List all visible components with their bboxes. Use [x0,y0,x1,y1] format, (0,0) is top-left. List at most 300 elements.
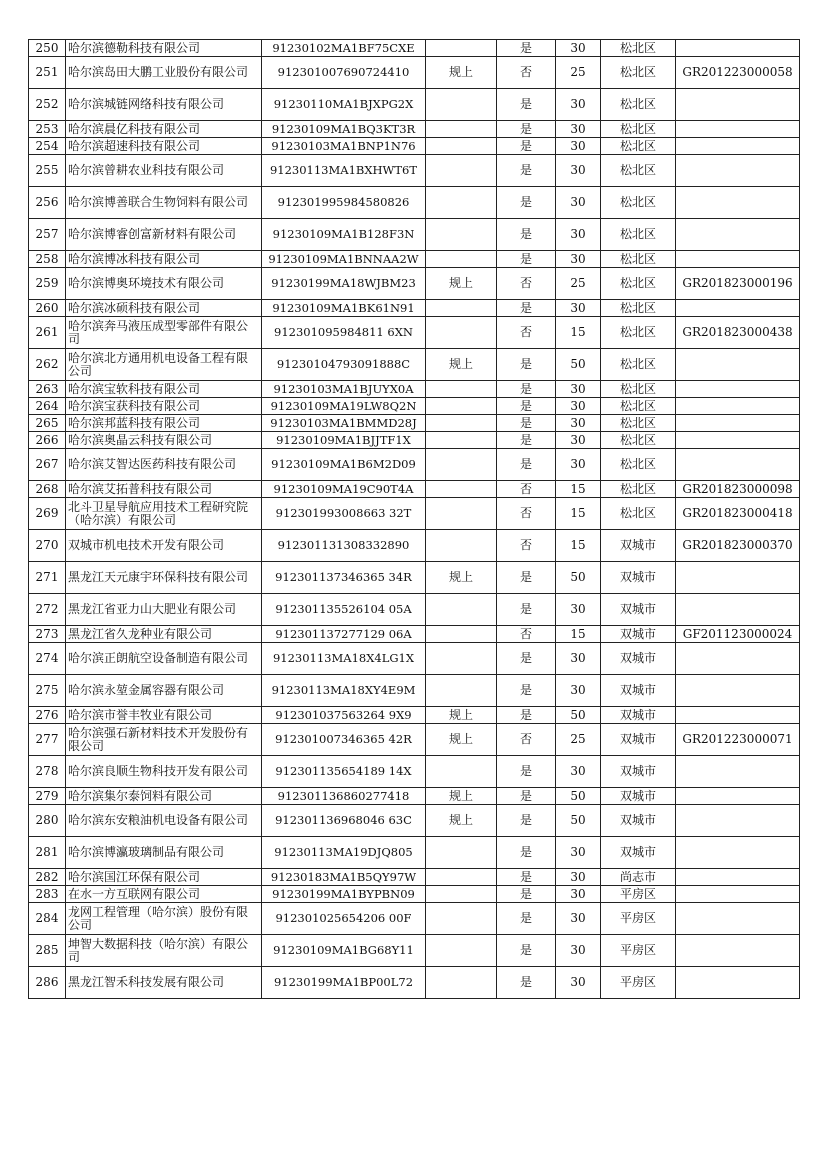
company-name: 哈尔滨德勒科技有限公司 [66,40,262,57]
credit-code: 91230199MA18WJBM23 [262,268,426,300]
table-row [29,886,800,903]
district: 双城市 [601,707,676,724]
company-name: 哈尔滨博奥环境技术有限公司 [66,268,262,300]
district: 平房区 [601,886,676,903]
rate-value: 30 [556,869,601,886]
district: 松北区 [601,415,676,432]
eligibility-flag: 是 [497,251,556,268]
eligibility-flag: 是 [497,675,556,707]
credit-code: 91230113MA18X4LG1X [262,643,426,675]
scale-tag: 规上 [426,562,497,594]
scale-tag [426,481,497,498]
company-name: 哈尔滨东安粮油机电设备有限公司 [66,805,262,837]
row-number: 259 [29,268,66,300]
eligibility-flag: 是 [497,935,556,967]
credit-code: 91230103MA1BJUYX0A [262,381,426,398]
district: 松北区 [601,432,676,449]
table-row [29,89,800,121]
scale-tag [426,398,497,415]
company-name: 哈尔滨城链网络科技有限公司 [66,89,262,121]
eligibility-flag: 是 [497,381,556,398]
eligibility-flag: 是 [497,449,556,481]
rate-value: 30 [556,432,601,449]
rate-value: 15 [556,498,601,530]
table-row [29,530,800,562]
row-number: 250 [29,40,66,57]
scale-tag [426,643,497,675]
eligibility-flag: 否 [497,481,556,498]
certificate-number [676,643,800,675]
company-name: 哈尔滨艾智达医药科技有限公司 [66,449,262,481]
rate-value: 30 [556,675,601,707]
rate-value: 30 [556,121,601,138]
district: 松北区 [601,219,676,251]
row-number: 253 [29,121,66,138]
company-name: 哈尔滨国江环保有限公司 [66,869,262,886]
scale-tag [426,449,497,481]
certificate-number [676,40,800,57]
scale-tag: 规上 [426,268,497,300]
company-name: 哈尔滨市誉丰牧业有限公司 [66,707,262,724]
district: 双城市 [601,594,676,626]
company-name: 哈尔滨艾拓普科技有限公司 [66,481,262,498]
credit-code: 912301037563264 9X9 [262,707,426,724]
rate-value: 30 [556,40,601,57]
table-row [29,155,800,187]
certificate-number [676,788,800,805]
table-row [29,903,800,935]
rate-value: 50 [556,562,601,594]
company-name: 哈尔滨宝软科技有限公司 [66,381,262,398]
certificate-number: GR201823000370 [676,530,800,562]
table-row [29,349,800,381]
company-name: 北斗卫星导航应用技术工程研究院（哈尔滨）有限公司 [66,498,262,530]
district: 松北区 [601,300,676,317]
company-name: 哈尔滨博瀛玻璃制品有限公司 [66,837,262,869]
credit-code: 912301007346365 42R [262,724,426,756]
credit-code: 91230113MA1BXHWT6T [262,155,426,187]
scale-tag [426,251,497,268]
district: 松北区 [601,57,676,89]
eligibility-flag: 是 [497,594,556,626]
scale-tag: 规上 [426,349,497,381]
table-row [29,724,800,756]
table-row [29,219,800,251]
table-row [29,967,800,999]
eligibility-flag: 是 [497,415,556,432]
rate-value: 30 [556,381,601,398]
district: 松北区 [601,481,676,498]
company-name: 哈尔滨强石新材料技术开发股份有限公司 [66,724,262,756]
table-row [29,481,800,498]
scale-tag [426,317,497,349]
company-name: 哈尔滨永堃金属容器有限公司 [66,675,262,707]
table-row [29,675,800,707]
credit-code: 91230199MA1BP00L72 [262,967,426,999]
row-number: 265 [29,415,66,432]
row-number: 285 [29,935,66,967]
company-name: 黑龙江天元康宇环保科技有限公司 [66,562,262,594]
row-number: 283 [29,886,66,903]
row-number: 252 [29,89,66,121]
company-name: 在水一方互联网有限公司 [66,886,262,903]
district: 双城市 [601,562,676,594]
company-name: 坤智大数据科技（哈尔滨）有限公司 [66,935,262,967]
credit-code: 91230109MA1BJJTF1X [262,432,426,449]
rate-value: 30 [556,219,601,251]
table-row [29,805,800,837]
certificate-number: GR201223000058 [676,57,800,89]
scale-tag [426,381,497,398]
district: 双城市 [601,530,676,562]
table-row [29,187,800,219]
rate-value: 30 [556,449,601,481]
credit-code: 912301137346365 34R [262,562,426,594]
table-row [29,57,800,89]
eligibility-flag: 是 [497,89,556,121]
certificate-number [676,398,800,415]
rate-value: 30 [556,886,601,903]
district: 双城市 [601,626,676,643]
credit-code: 91230103MA1BMMD28J [262,415,426,432]
credit-code: 912301095984811 6XN [262,317,426,349]
eligibility-flag: 是 [497,837,556,869]
company-name: 黑龙江省久龙种业有限公司 [66,626,262,643]
table-row [29,300,800,317]
rate-value: 30 [556,89,601,121]
credit-code: 91230109MA19LW8Q2N [262,398,426,415]
rate-value: 30 [556,300,601,317]
district: 松北区 [601,498,676,530]
row-number: 251 [29,57,66,89]
eligibility-flag: 是 [497,805,556,837]
table-row [29,562,800,594]
row-number: 270 [29,530,66,562]
row-number: 282 [29,869,66,886]
credit-code: 91230183MA1B5QY97W [262,869,426,886]
district: 平房区 [601,903,676,935]
certificate-number [676,121,800,138]
district: 松北区 [601,381,676,398]
certificate-number [676,707,800,724]
table-row [29,756,800,788]
credit-code: 91230102MA1BF75CXE [262,40,426,57]
row-number: 268 [29,481,66,498]
district: 松北区 [601,138,676,155]
row-number: 264 [29,398,66,415]
certificate-number: GR201823000196 [676,268,800,300]
table-row [29,594,800,626]
rate-value: 30 [556,398,601,415]
rate-value: 30 [556,935,601,967]
document-page [28,39,799,999]
scale-tag [426,432,497,449]
row-number: 267 [29,449,66,481]
rate-value: 30 [556,967,601,999]
credit-code: 912301137277129 06A [262,626,426,643]
eligibility-flag: 是 [497,398,556,415]
rate-value: 25 [556,724,601,756]
certificate-number [676,886,800,903]
credit-code: 91230109MA1BNNAA2W [262,251,426,268]
scale-tag [426,903,497,935]
district: 松北区 [601,317,676,349]
rate-value: 25 [556,268,601,300]
rate-value: 25 [556,57,601,89]
row-number: 261 [29,317,66,349]
rate-value: 50 [556,349,601,381]
scale-tag [426,675,497,707]
certificate-number: GR201823000418 [676,498,800,530]
eligibility-flag: 否 [497,317,556,349]
district: 双城市 [601,788,676,805]
table-row [29,138,800,155]
rate-value: 30 [556,155,601,187]
certificate-number [676,756,800,788]
row-number: 276 [29,707,66,724]
credit-code: 91230113MA19DJQ805 [262,837,426,869]
row-number: 271 [29,562,66,594]
eligibility-flag: 是 [497,155,556,187]
rate-value: 50 [556,707,601,724]
company-name: 哈尔滨曾耕农业科技有限公司 [66,155,262,187]
certificate-number [676,138,800,155]
credit-code: 912301135526104 05A [262,594,426,626]
eligibility-flag: 是 [497,562,556,594]
scale-tag [426,530,497,562]
company-name: 哈尔滨奔马液压成型零部件有限公司 [66,317,262,349]
district: 松北区 [601,449,676,481]
eligibility-flag: 是 [497,432,556,449]
eligibility-flag: 否 [497,498,556,530]
rate-value: 15 [556,317,601,349]
district: 双城市 [601,643,676,675]
certificate-number [676,869,800,886]
credit-code: 912301135654189 14X [262,756,426,788]
company-name: 哈尔滨奥晶云科技有限公司 [66,432,262,449]
credit-code: 912301136968046 63C [262,805,426,837]
certificate-number [676,449,800,481]
company-name: 哈尔滨良顺生物科技开发有限公司 [66,756,262,788]
company-name: 哈尔滨超速科技有限公司 [66,138,262,155]
row-number: 280 [29,805,66,837]
row-number: 260 [29,300,66,317]
company-name: 哈尔滨集尔泰饲料有限公司 [66,788,262,805]
rate-value: 30 [556,756,601,788]
district: 平房区 [601,935,676,967]
rate-value: 15 [556,481,601,498]
row-number: 273 [29,626,66,643]
scale-tag [426,40,497,57]
district: 松北区 [601,268,676,300]
table-row [29,398,800,415]
district: 松北区 [601,398,676,415]
table-body [29,40,800,999]
certificate-number: GR201823000438 [676,317,800,349]
company-name: 哈尔滨正朗航空设备制造有限公司 [66,643,262,675]
rate-value: 50 [556,805,601,837]
row-number: 277 [29,724,66,756]
row-number: 257 [29,219,66,251]
certificate-number [676,562,800,594]
enterprise-table [28,39,800,999]
certificate-number [676,805,800,837]
rate-value: 30 [556,837,601,869]
scale-tag: 规上 [426,788,497,805]
eligibility-flag: 否 [497,57,556,89]
eligibility-flag: 是 [497,903,556,935]
scale-tag: 规上 [426,724,497,756]
eligibility-flag: 是 [497,756,556,788]
scale-tag [426,89,497,121]
company-name: 黑龙江智禾科技发展有限公司 [66,967,262,999]
table-row [29,381,800,398]
company-name: 哈尔滨博冰科技有限公司 [66,251,262,268]
eligibility-flag: 是 [497,187,556,219]
district: 双城市 [601,805,676,837]
district: 松北区 [601,349,676,381]
credit-code: 91230109MA1BG68Y11 [262,935,426,967]
district: 尚志市 [601,869,676,886]
scale-tag [426,187,497,219]
certificate-number [676,300,800,317]
rate-value: 50 [556,788,601,805]
certificate-number [676,187,800,219]
scale-tag [426,498,497,530]
district: 松北区 [601,89,676,121]
certificate-number [676,251,800,268]
credit-code: 91230104793091888C [262,349,426,381]
company-name: 龙网工程管理（哈尔滨）股份有限公司 [66,903,262,935]
certificate-number: GR201823000098 [676,481,800,498]
table-row [29,432,800,449]
scale-tag [426,837,497,869]
certificate-number [676,219,800,251]
table-row [29,268,800,300]
row-number: 275 [29,675,66,707]
certificate-number: GR201223000071 [676,724,800,756]
certificate-number [676,381,800,398]
scale-tag [426,219,497,251]
certificate-number [676,349,800,381]
table-row [29,251,800,268]
eligibility-flag: 是 [497,219,556,251]
row-number: 284 [29,903,66,935]
eligibility-flag: 否 [497,724,556,756]
rate-value: 15 [556,530,601,562]
row-number: 255 [29,155,66,187]
eligibility-flag: 是 [497,300,556,317]
rate-value: 30 [556,643,601,675]
credit-code: 91230109MA1BQ3KT3R [262,121,426,138]
rate-value: 30 [556,138,601,155]
scale-tag: 规上 [426,805,497,837]
table-row [29,643,800,675]
eligibility-flag: 是 [497,121,556,138]
table-row [29,788,800,805]
company-name: 哈尔滨博善联合生物饲料有限公司 [66,187,262,219]
company-name: 哈尔滨博睿创富新材料有限公司 [66,219,262,251]
row-number: 279 [29,788,66,805]
district: 松北区 [601,121,676,138]
scale-tag [426,415,497,432]
table-row [29,498,800,530]
certificate-number [676,967,800,999]
scale-tag [426,300,497,317]
credit-code: 912301131308332890 [262,530,426,562]
credit-code: 91230113MA18XY4E9M [262,675,426,707]
table-row [29,449,800,481]
row-number: 281 [29,837,66,869]
row-number: 286 [29,967,66,999]
company-name: 哈尔滨北方通用机电设备工程有限公司 [66,349,262,381]
table-row [29,837,800,869]
credit-code: 91230109MA1BK61N91 [262,300,426,317]
credit-code: 91230199MA1BYPBN09 [262,886,426,903]
table-row [29,121,800,138]
district: 松北区 [601,155,676,187]
scale-tag: 规上 [426,57,497,89]
district: 松北区 [601,40,676,57]
table-row [29,707,800,724]
district: 平房区 [601,967,676,999]
table-row [29,40,800,57]
certificate-number [676,415,800,432]
rate-value: 30 [556,187,601,219]
credit-code: 912301007690724410 [262,57,426,89]
certificate-number [676,837,800,869]
scale-tag [426,935,497,967]
scale-tag [426,756,497,788]
eligibility-flag: 是 [497,349,556,381]
district: 松北区 [601,251,676,268]
credit-code: 912301136860277418 [262,788,426,805]
certificate-number [676,89,800,121]
rate-value: 30 [556,903,601,935]
table-row [29,869,800,886]
table-row [29,317,800,349]
company-name: 双城市机电技术开发有限公司 [66,530,262,562]
eligibility-flag: 是 [497,869,556,886]
scale-tag [426,626,497,643]
eligibility-flag: 是 [497,40,556,57]
company-name: 哈尔滨晨亿科技有限公司 [66,121,262,138]
table-row [29,626,800,643]
certificate-number [676,155,800,187]
company-name: 哈尔滨冰硕科技有限公司 [66,300,262,317]
credit-code: 91230109MA1B6M2D09 [262,449,426,481]
scale-tag [426,121,497,138]
certificate-number [676,594,800,626]
certificate-number: GF201123000024 [676,626,800,643]
row-number: 272 [29,594,66,626]
company-name: 哈尔滨邦蓝科技有限公司 [66,415,262,432]
row-number: 262 [29,349,66,381]
district: 双城市 [601,837,676,869]
certificate-number [676,432,800,449]
rate-value: 30 [556,594,601,626]
certificate-number [676,903,800,935]
credit-code: 912301025654206 00F [262,903,426,935]
rate-value: 30 [556,415,601,432]
certificate-number [676,935,800,967]
company-name: 哈尔滨岛田大鹏工业股份有限公司 [66,57,262,89]
scale-tag: 规上 [426,707,497,724]
district: 松北区 [601,187,676,219]
eligibility-flag: 否 [497,530,556,562]
row-number: 258 [29,251,66,268]
scale-tag [426,138,497,155]
